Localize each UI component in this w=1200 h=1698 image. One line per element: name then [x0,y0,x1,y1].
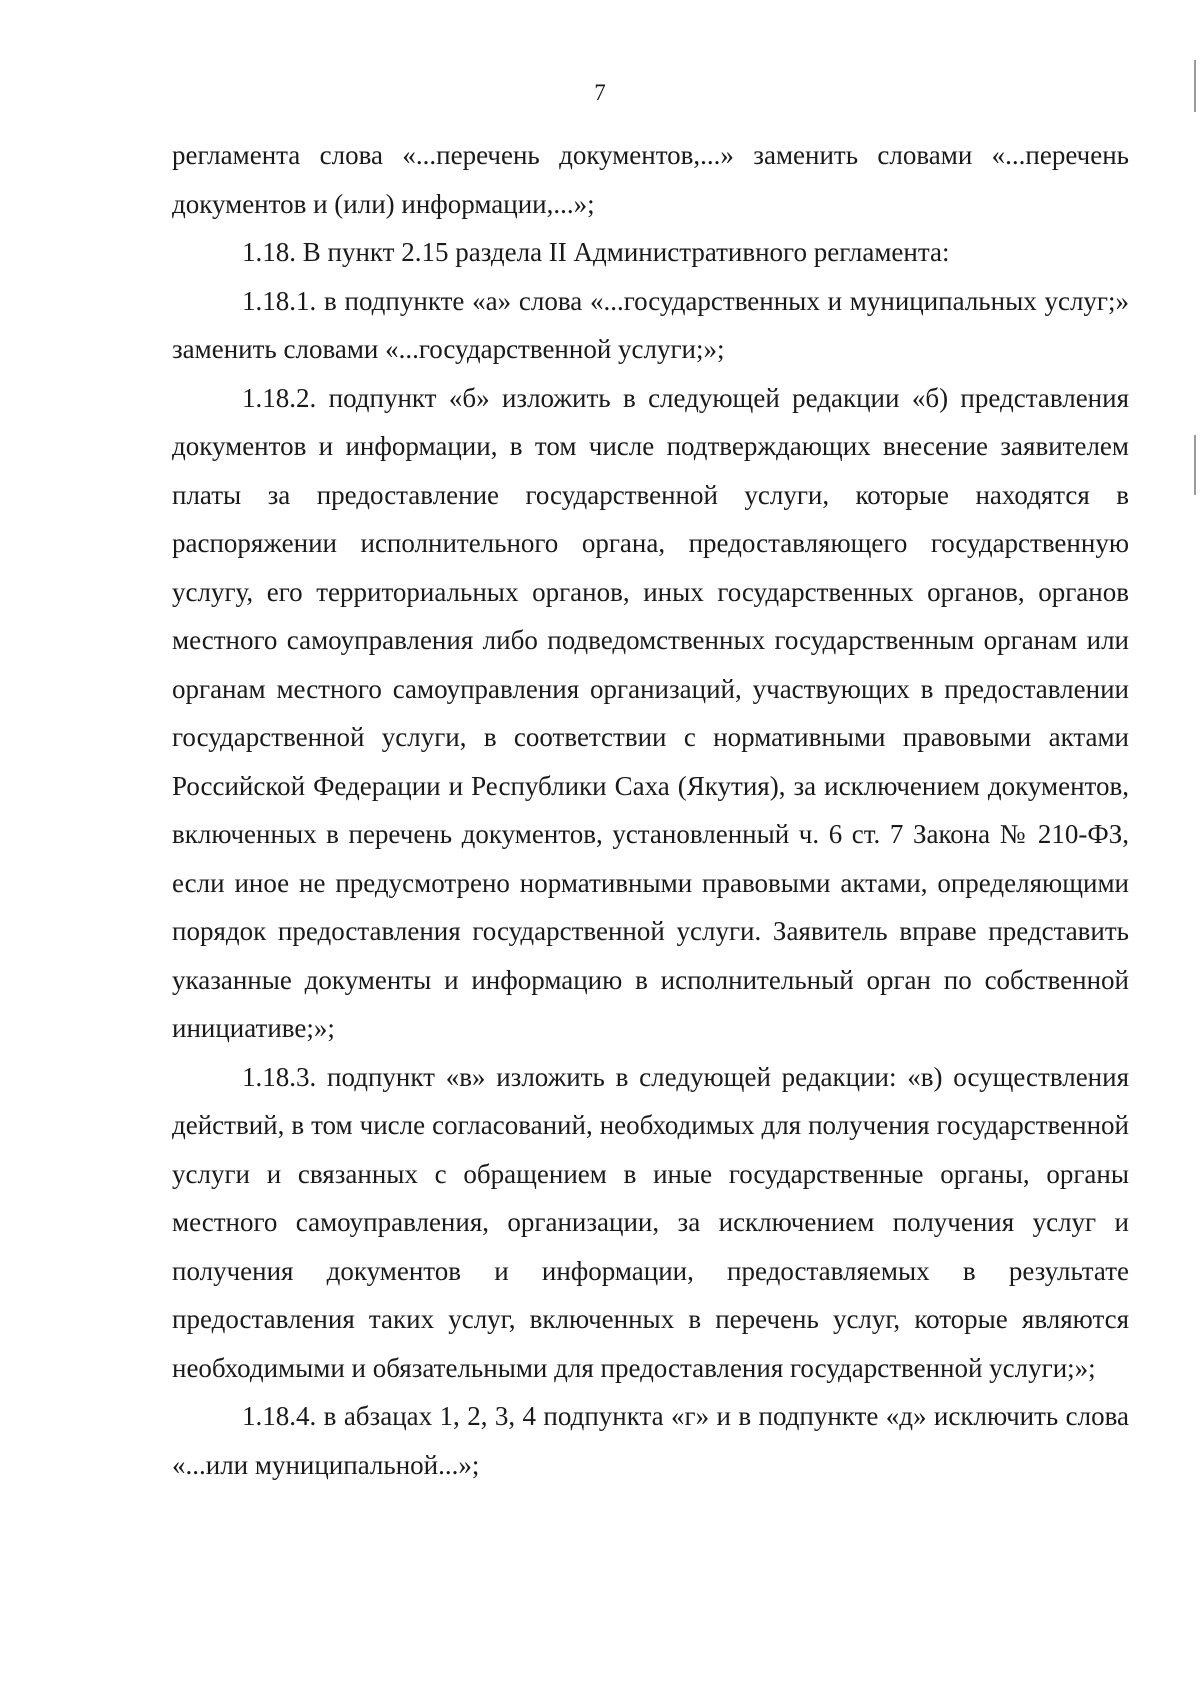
paragraph-1-18: 1.18. В пункт 2.15 раздела II Административного регламента: [242,237,950,267]
paragraph-1-18-1: 1.18.1. в подпункте «а» слова «...государственных и муниципальных услуг;» заменить словами «...государственной услуги;»; [172,285,1129,364]
scan-edge-mark [1194,60,1196,112]
paragraph-1-18-4: 1.18.4. в абзацах 1, 2, 3, 4 подпункта «г» и в подпункте «д» исключить слова «...или муниципальной...»; [172,1401,1129,1480]
page-number: 7 [594,80,606,105]
scan-edge-mark [1194,435,1196,495]
document-body [172,131,1129,1489]
paragraph-1-18-2: 1.18.2. подпункт «б» изложить в следующей редакции «б) представления документов и информации, в том числе подтверждающих внесение заявителем платы за предоставление государственной услуги, которые находятся в распоряжении исполнительного органа, предоставляющего государственную услугу, его территориальных органов, иных государственных органов, органов местного самоуправления либо подведомственных государственным органам или органам местного самоуправления организаций, участвующих в предоставлении государственной услуги, в соответствии с нормативными правовыми актами Российской Федерации и Республики Саха (Якутия), за исключением документов, включенных в перечень документов, установленный ч. 6 ст. 7 Закона № 210-ФЗ, если иное не предусмотрено нормативными правовыми актами, определяющими порядок предоставления государственной услуги. Заявитель вправе представить указанные документы и информацию в исполнительный орган по собственной инициативе;»; [172,382,1129,1043]
paragraph-continuation: регламента слова «...перечень документов,...» заменить словами «...перечень документов и (или) информации,...»; [172,140,1129,219]
paragraph-1-18-3: 1.18.3. подпункт «в» изложить в следующей редакции: «в) осуществления действий, в том числе согласований, необходимых для получения государственной услуги и связанных с обращением в иные государственные органы, органы местного самоуправления, организации, за исключением получения услуг и получения документов и информации, предоставляемых в результате предоставления таких услуг, включенных в перечень услуг, которые являются необходимыми и обязательными для предоставления государственной услуги;»; [172,1061,1129,1383]
